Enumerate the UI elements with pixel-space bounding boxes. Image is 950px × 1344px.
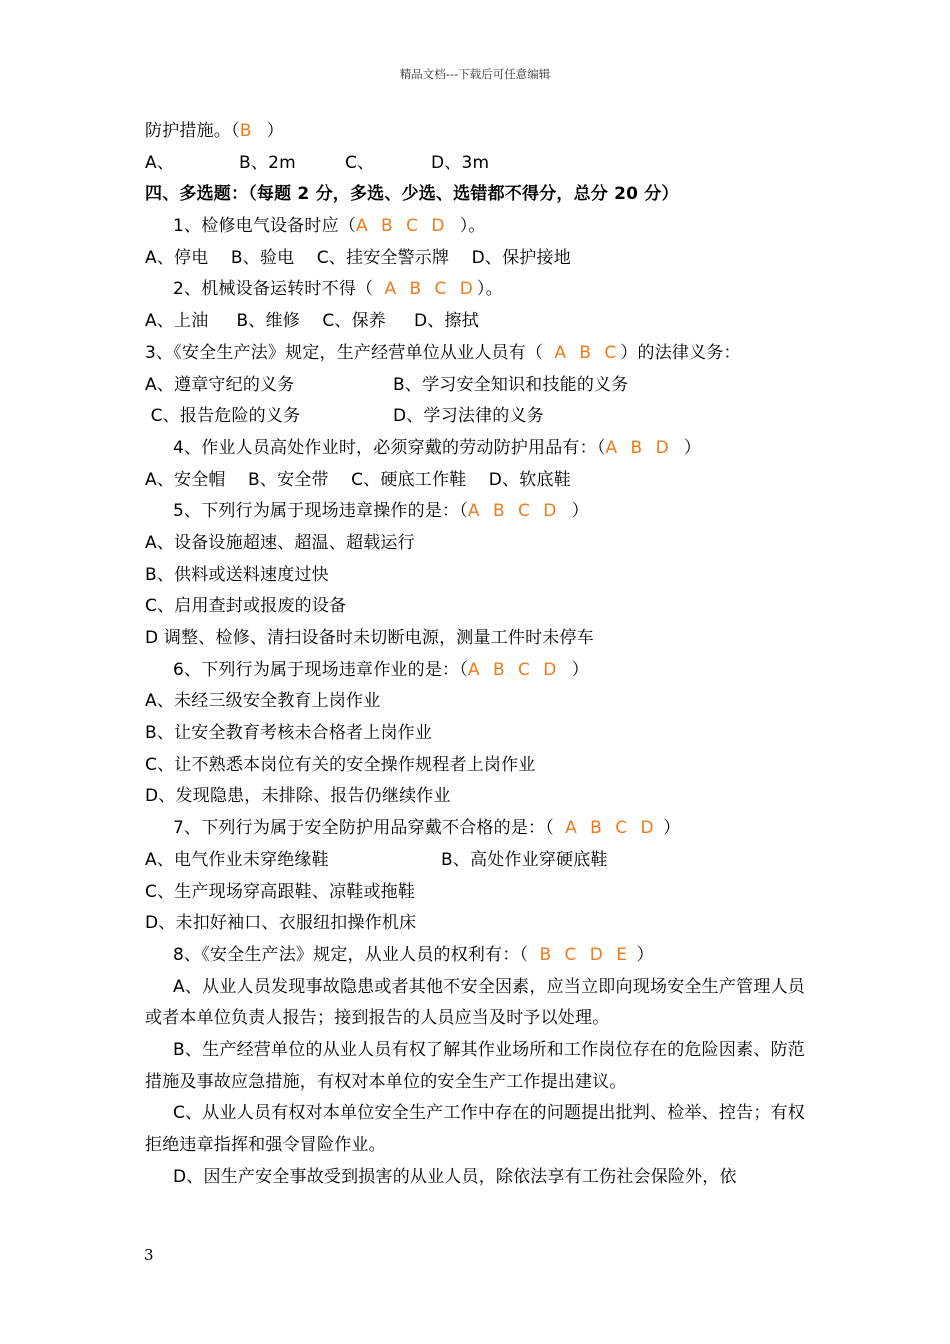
section-title: 四、多选题：（每题 2 分，多选、少选、选错都不得分，总分 20 分） [145, 184, 679, 205]
question-text: 3、《安全生产法》规定，生产经营单位从业人员有（ [145, 342, 555, 363]
question-5 [145, 496, 805, 528]
question-3-options-cd [145, 401, 805, 433]
answer-text: B [239, 121, 256, 141]
page-header: 精品文档---下载后可任意编辑 [399, 67, 551, 81]
paragraph-a: A、从业人员发现事故隐患或者其他不安全因素，应当立即向现场安全生产管理人员或者本单位负责人报告；接到报告的人员应当及时予以处理。 [145, 976, 805, 1029]
option-c: C、启用查封或报废的设备 [145, 596, 347, 617]
question-text: 7、下列行为属于安全防护用品穿戴不合格的是：（ [173, 818, 566, 839]
option-d: D、未扣好袖口、衣服纽扣操作机床 [145, 913, 417, 934]
question-text: 5、下列行为属于现场违章操作的是：（ [173, 501, 468, 522]
option-d: D、3m [431, 152, 490, 173]
question-text-end: ） [560, 501, 589, 522]
document-body [145, 116, 805, 1193]
question-line [145, 116, 805, 148]
option-c: C、 [345, 152, 375, 173]
question-text-end: ） [657, 818, 681, 839]
question-text-end: ） [560, 659, 589, 680]
question-2 [145, 274, 805, 306]
option-b: B、供料或送料速度过快 [145, 564, 329, 585]
option-b: B、学习安全知识和技能的义务 [393, 374, 629, 395]
question-text-end: ） [672, 437, 702, 458]
paragraph-b: B、生产经营单位的从业人员有权了解其作业场所和工作岗位存在的危险因素、防范措施及事故应急措施，有权对本单位的安全生产工作提出建议。 [145, 1039, 805, 1092]
option-d: D 调整、检修、清扫设备时未切断电源，测量工件时未停车 [145, 628, 594, 648]
question-4 [145, 433, 805, 465]
option-c: C、让不熟悉本岗位有关的安全操作规程者上岗作业 [145, 754, 536, 775]
question-6 [145, 655, 805, 687]
question-text: 4、作业人员高处作业时，必须穿戴的劳动防护用品有：（ [173, 437, 606, 458]
paragraph-c: C、从业人员有权对本单位安全生产工作中存在的问题提出批判、检举、控告；有权拒绝违章指挥和强令冒险作业。 [145, 1103, 805, 1156]
question-7 [145, 813, 805, 845]
option-d: D、学习法律的义务 [393, 406, 544, 427]
option-c: C、报告危险的义务 [145, 406, 301, 427]
question-text: 1、检修电气设备时应（ [173, 216, 357, 237]
question-text: 6、下列行为属于现场违章作业的是：（ [173, 659, 468, 680]
option-a: A、未经三级安全教育上岗作业 [145, 691, 381, 712]
answer-text: A B C D [565, 818, 658, 839]
question-text: 8、《安全生产法》规定，从业人员的权利有：（ [173, 944, 540, 965]
answer-text: A B C [554, 342, 621, 363]
question-2-options: A、上油 B、维修 C、保养 D、擦拭 [145, 311, 479, 332]
option-a: A、电气作业未穿绝缘鞋 [145, 849, 329, 870]
question-text: 防护措施。（ [145, 121, 240, 141]
answer-text: A B C D [467, 659, 561, 680]
option-c: C、生产现场穿高跟鞋、凉鞋或拖鞋 [145, 881, 416, 902]
question-text: 2、机械设备运转时不得（ [173, 279, 385, 300]
answer-text: A B C D [384, 279, 477, 300]
page-number: 3 [144, 1246, 154, 1264]
question-8 [145, 940, 805, 972]
question-text-end: ） [255, 121, 284, 141]
option-b: B、高处作业穿硬底鞋 [441, 849, 608, 870]
question-text-end: ）的法律义务： [620, 342, 741, 363]
question-7-options-ab [145, 845, 805, 877]
answer-text: A B D [605, 437, 673, 458]
option-a: A、 [145, 152, 175, 173]
question-3 [145, 338, 805, 370]
question-text-end: ）。 [476, 279, 503, 300]
answer-text: A B C D [356, 216, 449, 237]
answer-text: A B C D [467, 501, 561, 522]
question-1 [145, 211, 805, 243]
question-text-end: ）。 [448, 216, 486, 237]
question-1-options: A、停电 B、验电 C、挂安全警示牌 D、保护接地 [145, 247, 571, 268]
paragraph-d: D、因生产安全事故受到损害的从业人员，除依法享有工伤社会保险外，依 [173, 1166, 737, 1187]
option-a: A、遵章守纪的义务 [145, 374, 295, 395]
option-b: B、让安全教育考核未合格者上岗作业 [145, 723, 433, 744]
question-3-options-ab [145, 370, 805, 402]
question-4-options: A、安全帽 B、安全带 C、硬底工作鞋 D、软底鞋 [145, 469, 571, 490]
option-a: A、设备设施超速、超温、超载运行 [145, 532, 415, 553]
option-b: B、2m [239, 152, 296, 173]
answer-text: B C D E [539, 944, 632, 965]
option-d: D、发现隐患，未排除、报告仍继续作业 [145, 786, 451, 807]
question-text-end: ） [631, 944, 654, 965]
options-line [145, 148, 805, 180]
